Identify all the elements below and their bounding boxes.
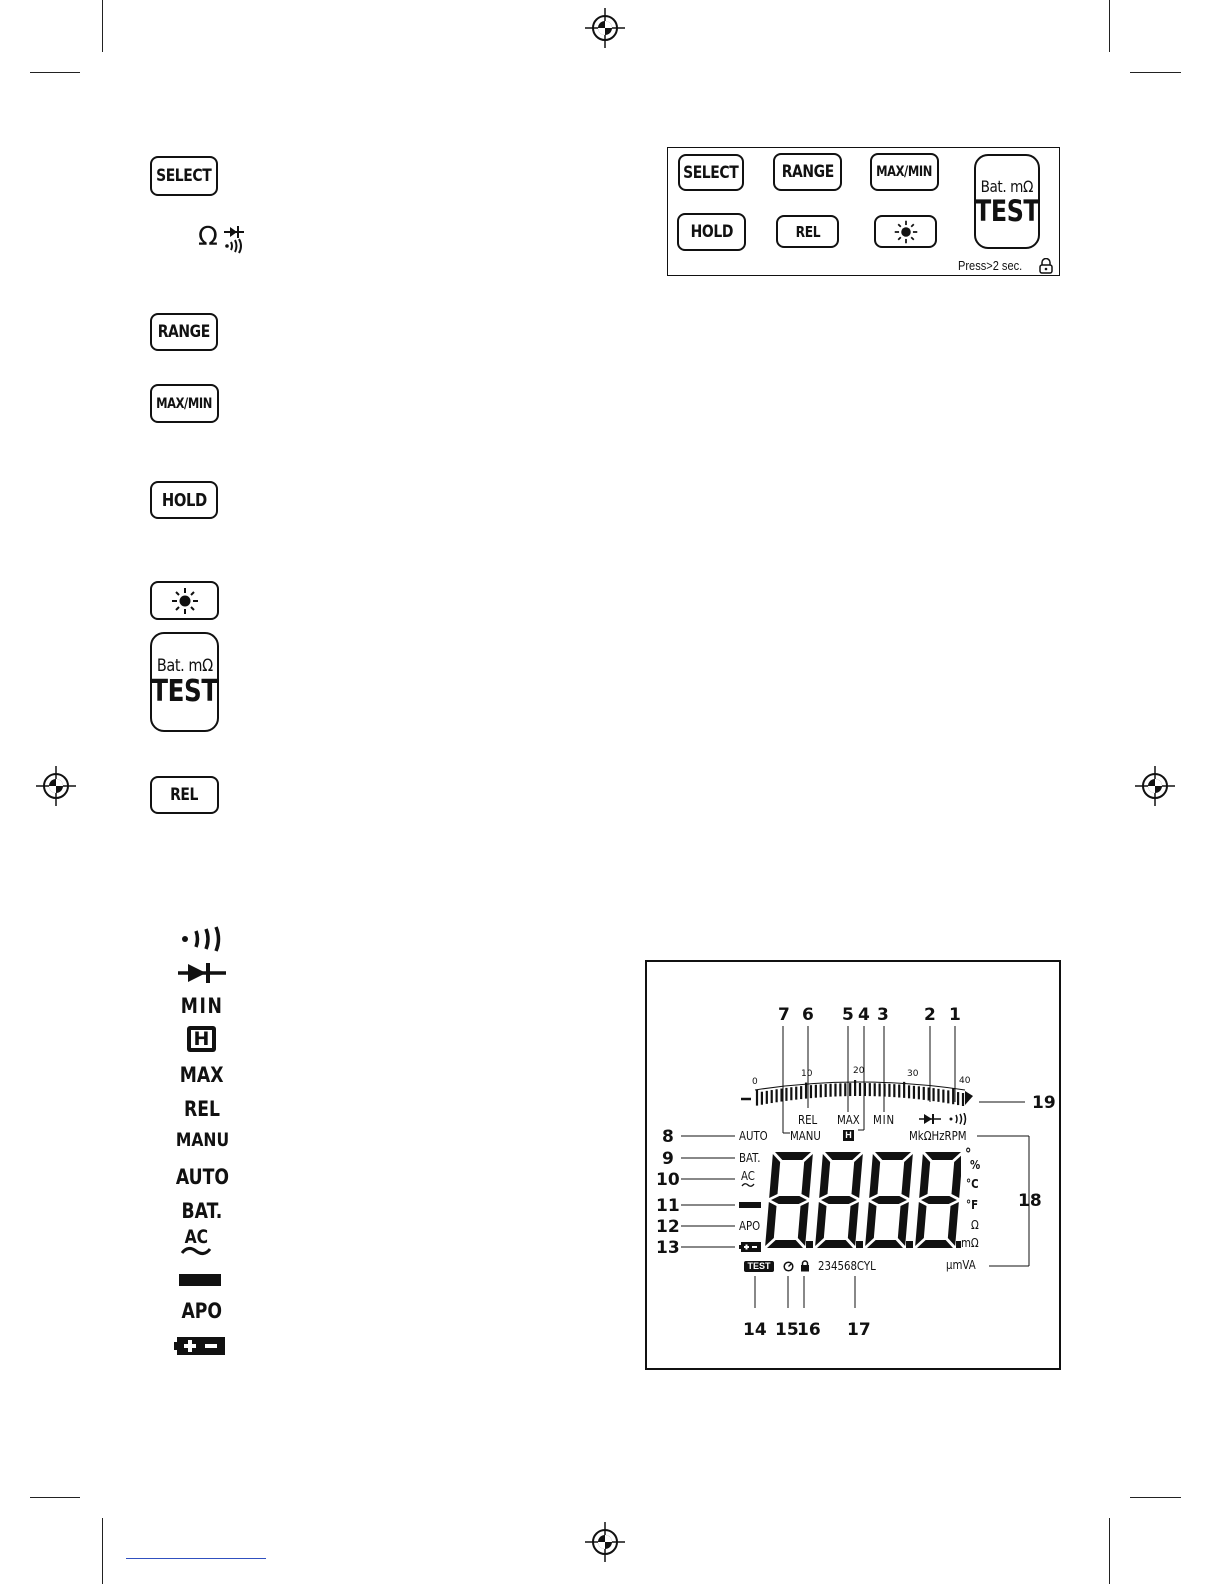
crop-mark <box>1130 1497 1181 1498</box>
registration-mark-top <box>585 8 625 48</box>
seven-segment-digit <box>915 1152 961 1248</box>
legend-max <box>170 1063 234 1087</box>
registration-mark-bottom <box>585 1522 625 1562</box>
callout-6: 6 <box>802 1005 814 1025</box>
panel-hold-label: HOLD <box>690 222 733 242</box>
segment-b <box>902 1154 913 1198</box>
registration-mark-right <box>1135 766 1175 806</box>
legend-hold-box <box>187 1026 216 1052</box>
decimal-point <box>956 1241 961 1248</box>
callout-19: 19 <box>1032 1093 1056 1113</box>
lcd-diagram <box>645 960 1061 1370</box>
bat-test-big-label: TEST <box>151 674 218 709</box>
diode-continuity-icon <box>222 224 246 254</box>
lock-icon <box>1039 258 1053 274</box>
legend-min <box>170 994 234 1018</box>
lcd-digits <box>765 1152 961 1254</box>
callout-17: 17 <box>847 1320 871 1340</box>
legend-auto <box>170 1165 234 1189</box>
lcd-battery-icon <box>739 1242 761 1252</box>
callout-11: 11 <box>656 1196 680 1216</box>
lcd-bat: BAT. <box>739 1151 761 1165</box>
lcd-units-top: MkΩHzRPM <box>909 1129 967 1143</box>
segment-d <box>917 1240 953 1248</box>
segment-c <box>848 1202 859 1246</box>
crop-mark <box>1109 0 1110 52</box>
callout-4: 4 <box>858 1005 870 1025</box>
callout-2: 2 <box>924 1005 936 1025</box>
legend-rel <box>170 1097 234 1121</box>
panel-backlight-key <box>874 215 937 248</box>
segment-b <box>952 1154 962 1198</box>
panel-hold-key <box>677 213 746 251</box>
ac-wave-icon <box>180 1245 212 1257</box>
segment-a <box>825 1152 861 1160</box>
panel-maxmin-key <box>870 153 939 191</box>
lcd-ohm: Ω <box>971 1218 979 1232</box>
lcd-fahrenheit: °F <box>966 1198 979 1212</box>
callout-13: 13 <box>656 1238 680 1258</box>
segment-g <box>921 1196 957 1204</box>
footer-rule <box>126 1558 266 1559</box>
legend-ac-text: AC <box>184 1226 208 1248</box>
hold-key-label: HOLD <box>161 489 207 511</box>
lcd-degree: ° <box>965 1145 972 1163</box>
scale-label-20: 20 <box>853 1066 865 1076</box>
lcd-min: MIN <box>873 1113 895 1127</box>
analog-bar-graph <box>741 1082 965 1099</box>
lcd-manu: MANU <box>790 1129 821 1143</box>
callout-15: 15 <box>775 1320 799 1340</box>
segment-c <box>898 1202 909 1246</box>
lcd-hold-text: H <box>845 1130 852 1140</box>
lcd-hold-box <box>843 1130 854 1141</box>
segment-g <box>871 1196 907 1204</box>
crop-mark <box>102 0 103 52</box>
crop-mark <box>30 1497 80 1498</box>
panel-rel-key <box>776 215 839 248</box>
seven-segment-digit <box>815 1152 863 1248</box>
lcd-rel: REL <box>798 1113 818 1127</box>
segment-f <box>769 1154 780 1198</box>
segment-b <box>802 1154 813 1198</box>
callout-1: 1 <box>949 1005 961 1025</box>
scale-label-0: 0 <box>752 1077 758 1087</box>
callout-12: 12 <box>656 1217 680 1237</box>
crop-mark <box>1109 1518 1110 1584</box>
segment-f <box>869 1154 880 1198</box>
battery-icon <box>174 1336 226 1356</box>
callout-5: 5 <box>842 1005 854 1025</box>
lcd-test-text: TEST <box>747 1261 771 1271</box>
select-key-label: SELECT <box>156 166 212 186</box>
range-key <box>150 313 218 351</box>
callout-8: 8 <box>662 1127 674 1147</box>
segment-c <box>798 1202 809 1246</box>
bat-test-key <box>150 632 219 732</box>
decimal-point <box>806 1241 813 1248</box>
rel-key-label: REL <box>170 785 199 805</box>
callout-14: 14 <box>743 1320 767 1340</box>
lcd-diode-icon <box>919 1113 941 1125</box>
decimal-point <box>856 1241 863 1248</box>
panel-bat-test-big: TEST <box>974 194 1040 228</box>
seven-segment-digit <box>765 1152 813 1248</box>
lcd-dc-bar <box>739 1202 761 1208</box>
legend-bat-text: BAT. <box>181 1199 223 1223</box>
segment-e <box>865 1202 876 1246</box>
maxmin-key-label: MAX/MIN <box>156 395 213 412</box>
lcd-auto: AUTO <box>739 1129 768 1143</box>
callout-3: 3 <box>877 1005 889 1025</box>
select-key <box>150 156 218 196</box>
rel-key <box>150 776 219 814</box>
legend-manu <box>170 1129 234 1151</box>
panel-maxmin-label: MAX/MIN <box>876 164 933 180</box>
callout-9: 9 <box>662 1149 674 1169</box>
legend-apo-text: APO <box>181 1299 223 1323</box>
segment-f <box>819 1154 830 1198</box>
segment-d <box>867 1240 903 1248</box>
segment-e <box>915 1202 926 1246</box>
press-note <box>958 258 1034 273</box>
panel-select-key <box>678 154 744 191</box>
crop-mark <box>102 1518 103 1584</box>
range-key-label: RANGE <box>157 322 211 342</box>
dc-bar-icon <box>179 1274 221 1286</box>
callout-16: 16 <box>797 1320 821 1340</box>
segment-e <box>815 1202 826 1246</box>
callout-18: 18 <box>1018 1191 1042 1211</box>
scale-label-40: 40 <box>959 1076 971 1086</box>
lcd-max: MAX <box>837 1113 860 1127</box>
lcd-ac-wave-icon <box>741 1182 755 1188</box>
callout-7: 7 <box>778 1005 790 1025</box>
sun-icon <box>170 586 200 616</box>
bat-test-top-label: Bat. mΩ <box>156 656 213 676</box>
segment-a <box>875 1152 911 1160</box>
lcd-celsius: °C <box>966 1177 979 1191</box>
legend-manu-text: MANU <box>175 1129 230 1151</box>
lcd-beep-icon <box>949 1113 967 1125</box>
scale-label-30: 30 <box>907 1069 919 1079</box>
mode-symbols <box>198 222 218 252</box>
registration-mark-left <box>36 766 76 806</box>
lcd-milliohm: mΩ <box>961 1236 979 1250</box>
maxmin-key <box>150 384 219 423</box>
panel-range-label: RANGE <box>781 162 834 182</box>
lcd-percent: % <box>970 1158 981 1172</box>
legend-h-text: H <box>191 1030 213 1048</box>
backlight-key <box>150 581 219 620</box>
legend-ac <box>180 1227 212 1247</box>
segment-c <box>948 1202 959 1246</box>
segment-d <box>767 1240 803 1248</box>
lcd-units-bottom: µmVA <box>946 1258 976 1272</box>
sun-icon <box>893 219 919 245</box>
scale-label-10: 10 <box>801 1069 813 1079</box>
panel-bat-test-top: Bat. mΩ <box>980 177 1034 196</box>
continuity-beep-icon <box>180 926 226 952</box>
press-note-text: Press>2 sec. <box>958 258 1023 273</box>
lcd-test-box <box>744 1261 774 1272</box>
front-panel-diagram <box>667 147 1060 276</box>
diode-icon <box>178 962 226 984</box>
crop-mark <box>30 72 80 73</box>
lcd-lock-icon <box>800 1260 810 1272</box>
lcd-apo: APO <box>739 1219 761 1233</box>
legend-bat <box>170 1199 234 1223</box>
legend-auto-text: AUTO <box>175 1165 230 1189</box>
lcd-ac: AC <box>741 1169 755 1183</box>
legend-rel-text: REL <box>183 1097 221 1121</box>
crop-mark <box>1130 72 1181 73</box>
legend-min-text: MIN <box>180 994 224 1018</box>
legend-max-text: MAX <box>180 1063 224 1087</box>
segment-d <box>817 1240 853 1248</box>
segment-a <box>775 1152 811 1160</box>
ohm-symbol: Ω <box>198 222 218 252</box>
panel-range-key <box>773 153 842 191</box>
segment-a <box>925 1152 961 1160</box>
decimal-point <box>906 1241 913 1248</box>
lcd-cyl: 234568CYL <box>818 1259 876 1273</box>
segment-e <box>765 1202 776 1246</box>
segment-f <box>919 1154 930 1198</box>
seven-segment-digit <box>865 1152 913 1248</box>
panel-bat-test-key <box>974 154 1040 249</box>
panel-rel-label: REL <box>795 222 820 241</box>
hold-key <box>150 481 218 519</box>
legend-apo <box>170 1299 234 1323</box>
lcd-timer-icon <box>783 1261 794 1272</box>
callout-10: 10 <box>656 1170 680 1190</box>
segment-g <box>771 1196 807 1204</box>
segment-g <box>821 1196 857 1204</box>
panel-select-label: SELECT <box>683 162 739 183</box>
segment-b <box>852 1154 863 1198</box>
